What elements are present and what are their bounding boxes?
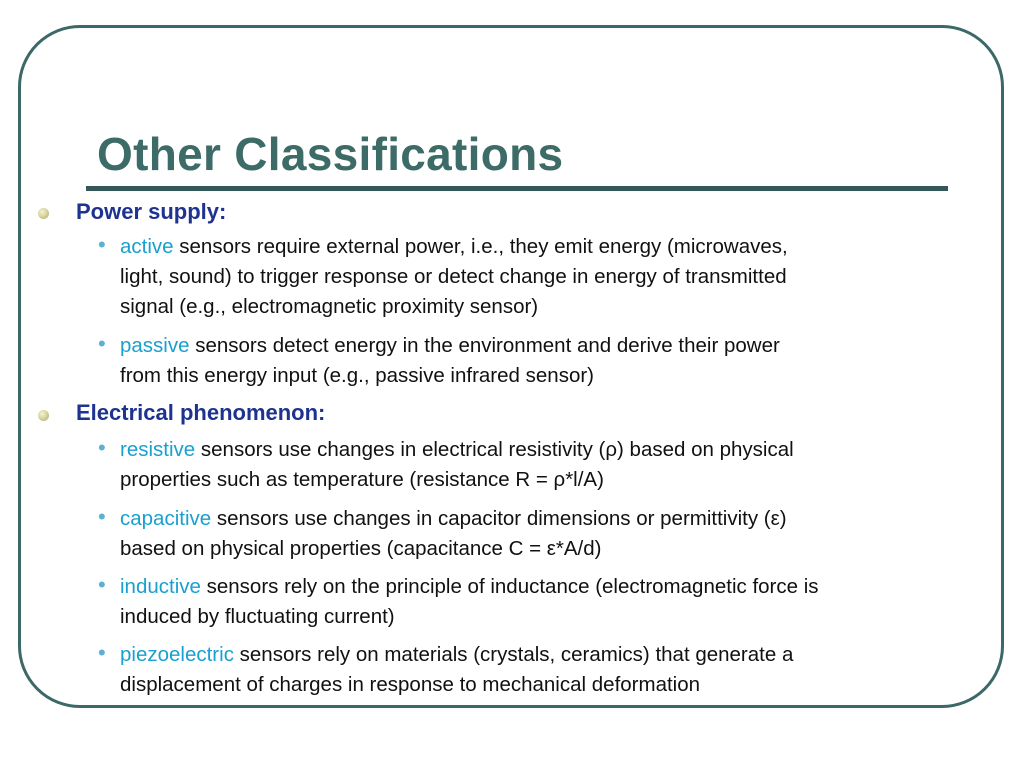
bullet-icon: • [98,504,106,529]
section-heading: Power supply: [76,199,227,224]
item-term: active [120,235,174,258]
item-text-line: properties such as temperature (resistance R = ρ*l/A) [120,468,604,491]
item-text-line: sensors use changes in electrical resistivity (ρ) based on physical [200,438,794,461]
item-text-line: sensors detect energy in the environment and derive their power [195,334,780,357]
item-term: resistive [120,438,196,461]
bullet-icon: • [98,232,106,257]
item-term: inductive [120,575,201,598]
item-text-line: sensors rely on the principle of inductance (electromagnetic force is [206,575,819,598]
item-text-line: induced by fluctuating current) [120,605,395,628]
item-term: capacitive [120,507,212,530]
title-underline [86,186,948,191]
round-bullet-icon [38,410,49,421]
item-text-line: sensors rely on materials (crystals, ceramics) that generate a [239,643,794,666]
item-term: passive [120,334,190,357]
bullet-icon: • [98,435,106,460]
item-text-line: light, sound) to trigger response or detect change in energy of transmitted [120,265,787,288]
bullet-icon: • [98,640,106,665]
bullet-icon: • [98,572,106,597]
item-text-line: sensors require external power, i.e., they emit energy (microwaves, [179,235,788,258]
round-bullet-icon [38,208,49,219]
item-term: piezoelectric [120,643,234,666]
item-text-line: from this energy input (e.g., passive infrared sensor) [120,364,594,387]
bullet-icon: • [98,331,106,356]
slide-title: Other Classifications [97,128,564,180]
section-heading: Electrical phenomenon: [76,400,326,425]
item-text-line: based on physical properties (capacitance C = ε*A/d) [120,537,602,560]
item-text-line: displacement of charges in response to mechanical deformation [120,673,701,696]
item-text-line: sensors use changes in capacitor dimensions or permittivity (ε) [216,507,787,530]
item-text-line: signal (e.g., electromagnetic proximity sensor) [120,295,539,318]
